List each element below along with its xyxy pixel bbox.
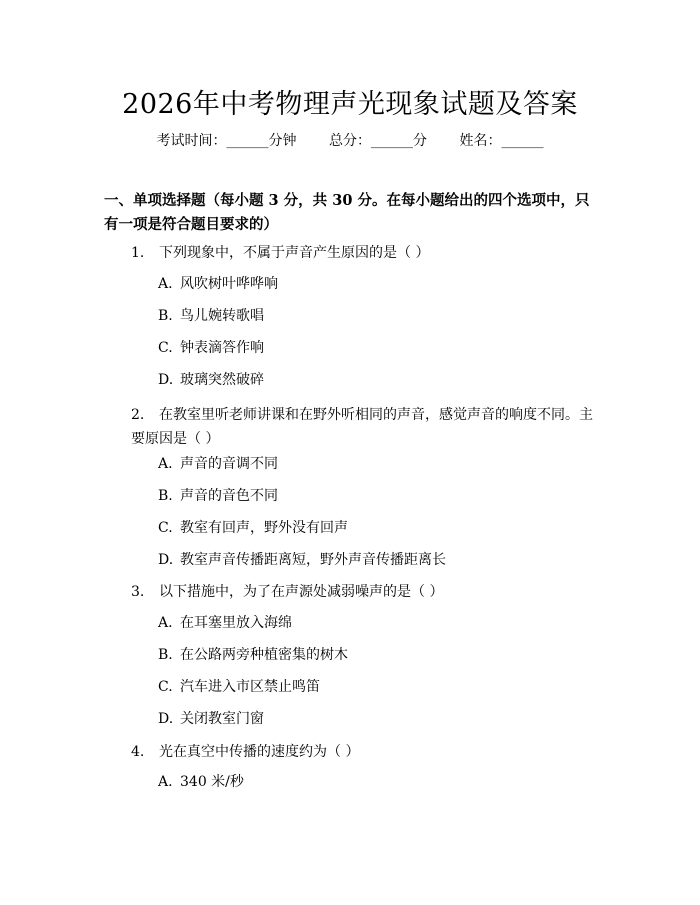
question-text: 以下措施中，为了在声源处减弱噪声的是（ ）: [159, 584, 444, 600]
question-number: 3.: [131, 584, 145, 600]
option-1b: [158, 306, 264, 326]
question-text: 在教室里听老师讲课和在野外听相同的声音，感觉声音的响度不同。主要原因是（ ）: [131, 407, 593, 447]
document-title: 2026年中考物理声光现象试题及答案: [122, 89, 578, 120]
option-letter: D.: [158, 552, 174, 568]
option-text: 在公路两旁种植密集的树木: [180, 647, 348, 663]
option-letter: C.: [158, 340, 173, 356]
option-text: 鸟儿婉转歌唱: [180, 308, 264, 324]
total-score-field: 总分：______分: [329, 133, 427, 149]
option-4a: [158, 772, 244, 792]
option-letter: A.: [158, 456, 173, 472]
option-text: 风吹树叶哗哗响: [180, 276, 278, 292]
option-1d: [158, 370, 264, 390]
question-4: [131, 740, 601, 764]
question-3: [131, 580, 601, 604]
option-1a: [158, 274, 278, 294]
option-1c: [158, 338, 264, 358]
question-text: 下列现象中，不属于声音产生原因的是（ ）: [159, 245, 430, 261]
option-text: 玻璃突然破碎: [180, 372, 264, 388]
option-letter: A.: [158, 615, 173, 631]
option-text: 钟表滴答作响: [180, 340, 264, 356]
option-2b: [158, 486, 278, 506]
question-number: 4.: [131, 744, 145, 760]
option-text: 声音的音色不同: [180, 488, 278, 504]
option-text: 声音的音调不同: [180, 456, 278, 472]
option-letter: D.: [158, 711, 174, 727]
option-3a: [158, 613, 292, 633]
student-name-field: 姓名：______: [459, 133, 544, 149]
option-letter: D.: [158, 372, 174, 388]
option-letter: A.: [158, 276, 173, 292]
option-letter: B.: [158, 647, 173, 663]
option-text: 关闭教室门窗: [180, 711, 264, 727]
question-1: [131, 241, 601, 265]
question-text: 光在真空中传播的速度约为（ ）: [159, 744, 360, 760]
question-number: 1.: [131, 245, 145, 261]
option-text: 教室声音传播距离短，野外声音传播距离长: [180, 552, 446, 568]
option-letter: C.: [158, 679, 173, 695]
option-letter: B.: [158, 488, 173, 504]
question-number: 2.: [131, 407, 145, 423]
option-text: 汽车进入市区禁止鸣笛: [180, 679, 320, 695]
option-2c: [158, 518, 348, 538]
option-3c: [158, 677, 320, 697]
option-letter: B.: [158, 308, 173, 324]
option-2d: [158, 550, 446, 570]
option-3d: [158, 709, 264, 729]
option-letter: A.: [158, 774, 173, 790]
option-text: 教室有回声，野外没有回声: [180, 520, 348, 536]
option-letter: C.: [158, 520, 173, 536]
option-2a: [158, 454, 278, 474]
exam-time-field: 考试时间：______分钟: [156, 133, 297, 149]
option-text: 340 米/秒: [180, 774, 244, 790]
option-3b: [158, 645, 348, 665]
question-2: [131, 403, 601, 451]
section-heading: 一、单项选择题（每小题 3 分，共 30 分。在每小题给出的四个选项中，只有一项是符合题目要求的）: [104, 192, 590, 233]
exam-info: [0, 130, 700, 150]
option-text: 在耳塞里放入海绵: [180, 615, 292, 631]
